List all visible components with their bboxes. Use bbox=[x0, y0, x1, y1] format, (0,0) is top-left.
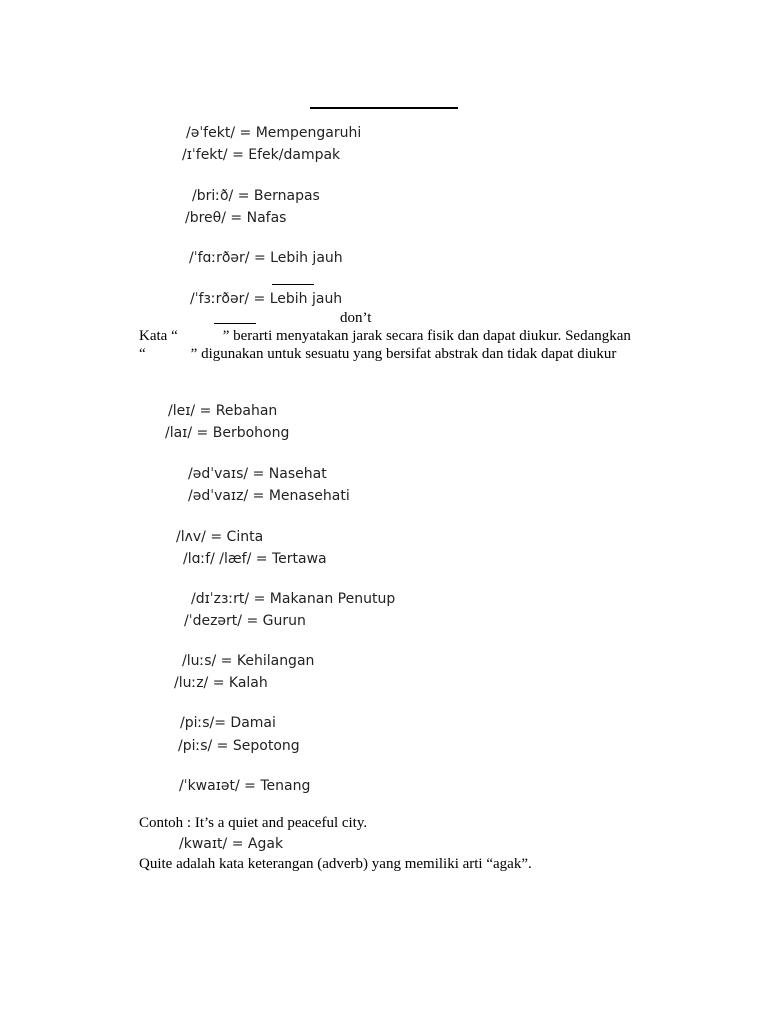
note-line-2: “ ” digunakan untuk sesuatu yang bersifat abstrak dan tidak dapat diukur bbox=[139, 346, 617, 362]
meaning: Berbohong bbox=[212, 425, 290, 441]
pair-advice: /ədˈvaɪs/ = Nasehat bbox=[188, 466, 327, 482]
meaning: Tertawa bbox=[271, 551, 327, 567]
ipa: /piːs/ bbox=[180, 715, 215, 731]
pair-love: /lʌv/ = Cinta bbox=[176, 529, 264, 545]
ipa: /ˈkwaɪət/ bbox=[179, 778, 240, 794]
meaning: Lebih jauh bbox=[270, 250, 343, 266]
meaning: Kalah bbox=[228, 675, 268, 691]
ipa: /luːz/ bbox=[174, 675, 209, 691]
blank-line-lower bbox=[214, 323, 256, 324]
ipa: /lʌv/ bbox=[176, 529, 206, 545]
pair-laugh: /lɑːf/ /læf/ = Tertawa bbox=[183, 551, 327, 567]
ipa: /kwaɪt/ bbox=[179, 836, 228, 852]
pair-loose: /luːs/ = Kehilangan bbox=[182, 653, 315, 669]
meaning: Makanan Penutup bbox=[269, 591, 396, 607]
meaning: Cinta bbox=[226, 529, 264, 545]
pair-desert: /ˈdezərt/ = Gurun bbox=[184, 613, 306, 629]
meaning: Mempengaruhi bbox=[255, 125, 362, 141]
meaning: Lebih jauh bbox=[269, 291, 343, 307]
blank-line-upper bbox=[272, 284, 314, 285]
ipa: /ˈfɑːrðər/ bbox=[189, 250, 250, 266]
pair-effect: /ɪˈfekt/ = Efek/dampak bbox=[182, 147, 341, 163]
meaning: Agak bbox=[247, 836, 284, 852]
conclusion-text: Quite adalah kata keterangan (adverb) yang memiliki arti “agak”. bbox=[139, 856, 532, 872]
pair-lay: /leɪ/ = Rebahan bbox=[168, 403, 278, 419]
meaning: Tenang bbox=[260, 778, 311, 794]
pair-lie: /laɪ/ = Berbohong bbox=[165, 425, 290, 441]
pair-further: /ˈfɜːrðər/ = Lebih jauh bbox=[190, 291, 343, 307]
ipa: /ədˈvaɪz/ bbox=[188, 488, 249, 504]
ipa: /briːð/ bbox=[192, 188, 234, 204]
ipa: /leɪ/ bbox=[168, 403, 196, 419]
pair-breathe: /briːð/ = Bernapas bbox=[192, 188, 320, 204]
pair-quiet: /ˈkwaɪət/ = Tenang bbox=[179, 778, 311, 794]
pair-dessert: /dɪˈzɜːrt/ = Makanan Penutup bbox=[191, 591, 396, 607]
ipa: /ədˈvaɪs/ bbox=[188, 466, 249, 482]
ipa: /piːs/ bbox=[178, 738, 213, 754]
ipa: /luːs/ bbox=[182, 653, 217, 669]
ipa: /lɑːf/ /læf/ bbox=[183, 551, 252, 567]
pair-peace: /piːs/= Damai bbox=[180, 715, 276, 731]
meaning: Menasehati bbox=[268, 488, 350, 504]
pair-piece: /piːs/ = Sepotong bbox=[178, 738, 300, 754]
pair-affect: /əˈfekt/ = Mempengaruhi bbox=[186, 125, 362, 141]
meaning: Bernapas bbox=[253, 188, 320, 204]
pair-breath: /breθ/ = Nafas bbox=[185, 210, 287, 226]
meaning: Damai bbox=[230, 715, 276, 731]
meaning: Nafas bbox=[246, 210, 287, 226]
note-line-1: Kata “ ” berarti menyatakan jarak secara fisik dan dapat diukur. Sedangkan bbox=[139, 328, 631, 344]
pair-advise: /ədˈvaɪz/ = Menasehati bbox=[188, 488, 350, 504]
ipa: /dɪˈzɜːrt/ bbox=[191, 591, 250, 607]
meaning: Rebahan bbox=[215, 403, 278, 419]
example-sentence: Contoh : It’s a quiet and peaceful city. bbox=[139, 815, 368, 831]
title-underline bbox=[310, 107, 458, 109]
ipa: /laɪ/ bbox=[165, 425, 193, 441]
meaning: Gurun bbox=[262, 613, 306, 629]
floating-word: don’t bbox=[340, 310, 372, 326]
pair-quite: /kwaɪt/ = Agak bbox=[179, 836, 284, 852]
pair-lose: /luːz/ = Kalah bbox=[174, 675, 268, 691]
meaning: Sepotong bbox=[232, 738, 300, 754]
ipa: /ɪˈfekt/ bbox=[182, 147, 228, 163]
pair-farther: /ˈfɑːrðər/ = Lebih jauh bbox=[189, 250, 343, 266]
ipa: /ˈfɜːrðər/ bbox=[190, 291, 250, 307]
ipa: /ˈdezərt/ bbox=[184, 613, 242, 629]
ipa: /breθ/ bbox=[185, 210, 226, 226]
ipa: /əˈfekt/ bbox=[186, 125, 236, 141]
meaning: Kehilangan bbox=[236, 653, 315, 669]
meaning: Efek/dampak bbox=[248, 147, 341, 163]
meaning: Nasehat bbox=[268, 466, 327, 482]
